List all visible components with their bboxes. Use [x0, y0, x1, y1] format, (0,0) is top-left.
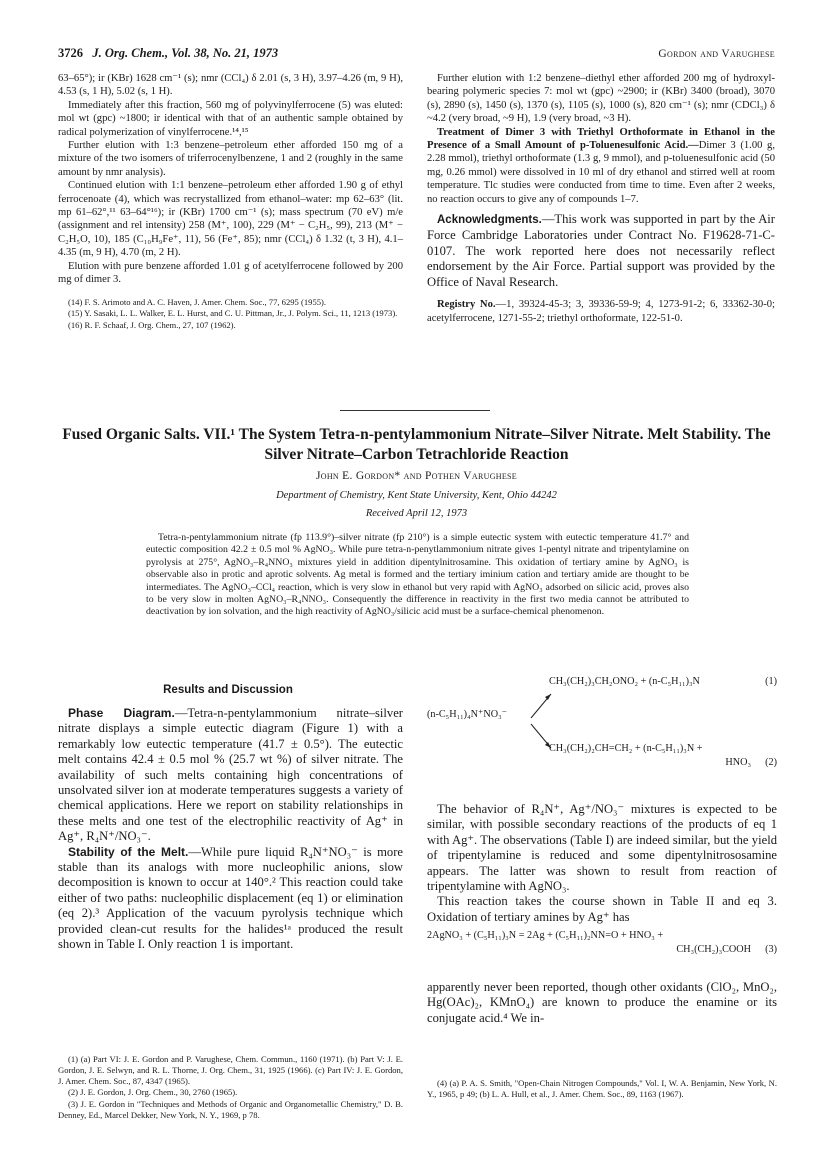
prev-article-left-column: [58, 72, 403, 332]
scheme-reactant: (n-C₅H₁₁)₄N⁺NO₃⁻: [427, 709, 508, 720]
paragraph-body: —While pure liquid R₄N⁺NO₃⁻ is more stable than its analogs with more nucleophilic anions, slow decomposition is known to occur at 140°.² This reaction could take either of two paths: nucleophilic displacement (eq 1) or elimination (eq 2).³ Application of the vacuum pyrolysis technique which provided clean-cut results for the halides¹ᵃ produced the result shown in Table I. Only reaction 1 is important.: [58, 844, 403, 952]
article-title: Fused Organic Salts. VII.¹ The System Tetra-n-pentylammonium Nitrate–Silver Nitrate. Melt Stability. The Silver Nitrate–Carbon Tetrachloride Reaction: [62, 426, 771, 463]
scheme-product-1: CH₃(CH₂)₃CH₂ONO₂ + (n-C₅H₁₁)₃N: [549, 676, 700, 687]
article-separator-rule: [340, 410, 490, 411]
footnote: (15) Y. Sasaki, L. L. Walker, E. L. Hurst, and C. U. Pittman, Jr., J. Polym. Sci., 11, 1213 (1973).: [68, 308, 398, 319]
journal-citation: J. Org. Chem., Vol. 38, No. 21, 1973: [92, 46, 279, 60]
footnotes: [58, 297, 403, 331]
footnote: (16) R. F. Schaaf, J. Org. Chem., 27, 107 (1962).: [68, 320, 236, 331]
equation-3-line-2: CH₃(CH₂)₃COOH: [676, 944, 751, 955]
prev-article-right-column: [427, 72, 775, 325]
footnote: (4) (a) P. A. S. Smith, "Open-Chain Nitrogen Compounds," Vol. I, W. A. Benjamin, New York, N. Y., 1965, p 49; (b) L. A. Hull, et al., J. Amer. Chem. Soc., 89, 1163 (1967).: [427, 1078, 777, 1099]
paragraph: [58, 706, 403, 845]
paragraph: Immediately after this fraction, 560 mg of polyvinylferrocene (5) was eluted: mol wt (gpc) ~1800; ir identical with that of an authentic sample obtained by radical polymerization of vinylferrocene.¹⁴,¹⁵: [58, 99, 403, 138]
paragraph: Further elution with 1:3 benzene–petroleum ether afforded 150 mg of a mixture of the two isomers of triferrocenylbenzene, 1 and 2 (roughly in the same amount by nmr analysis).: [58, 140, 403, 178]
equation-number-1: (1): [765, 676, 777, 687]
footnote: (1) (a) Part VI: J. E. Gordon and P. Varughese, Chem. Commun., 1160 (1971). (b) Part V: J. E. Gordon, J. E. Selwyn, and R. L. Thorne, J. Org. Chem., 31, 1925 (1966). (c) Part IV: J. E. Gordon, J. Amer. Chem. Soc., 87, 4347 (1965).: [58, 1054, 403, 1086]
running-head: Gordon and Varughese: [658, 48, 775, 60]
paragraph: apparently never been reported, though other oxidants (ClO₂, MnO₂, Hg(OAc)₂, KMnO₄) are known to produce the enamine or its conjugate acid.⁴ We in-: [427, 980, 777, 1025]
run-in-heading: Stability of the Melt.: [68, 844, 189, 859]
page-number: 3726: [58, 46, 83, 60]
footnote: (2) J. E. Gordon, J. Org. Chem., 30, 2760 (1965).: [68, 1087, 238, 1098]
paragraph: This reaction takes the course shown in Table II and eq 3. Oxidation of tertiary amines by Ag⁺ has: [427, 894, 777, 924]
received-date: Received April 12, 1973: [365, 508, 468, 519]
article-right-column: [427, 802, 777, 925]
acknowledgments-body: —This work was supported in part by the Air Force Cambridge Laboratories under Contract No. F19628-71-C-0107. The work reported here does not necessarily reflect endorsement by the Air Force. Partial support was provided by the Office of Naval Research.: [427, 212, 775, 289]
paragraph: 63–65°); ir (KBr) 1628 cm⁻¹ (s); nmr (CCl₄) δ 2.01 (s, 3 H), 3.97–4.26 (m, 9 H), 4.53 (s, 1 H), 5.02 (s, 1 H).: [58, 73, 403, 98]
scheme-product-2: CH₃(CH₂)₂CH=CH₂ + (n-C₅H₁₁)₃N +: [549, 743, 703, 754]
acknowledgments-heading: Acknowledgments.: [437, 214, 542, 227]
abstract-text: Tetra-n-pentylammonium nitrate (fp 113.9°)–silver nitrate (fp 210°) is a simple eutectic system with eutectic temperature 41.7° and eutectic composition 42.2 ± 0.5 mol % AgNO₃. While pure tetra-n-penytlammonium nitrate gives 1-pentyl nitrate and tripentylamine on pyrolysis at 275°, AgNO₃–R₄NNO₃ mixtures yield in addition dipentylnitrosamine. This oxidation of tertiary amine by AgNO₃ is observable also in protic and aprotic solvents. Ag metal is formed and the tertiary iminium cation and tertiary amide are thought to be intermediates. The AgNO₃–CCl₄ reaction, which is very slow in ethanol but very rapid with AgNO₃ adsorbed on silicic acid, proves also to be very slow in molten AgNO₃–R₄NNO₃. Consequently the difference in reactivity in the first two media cannot be attributed to deactivation by ion solvation, and the high reactivity of AgNO₃/silicic acid must be a surface-chemical phenomenon.: [146, 532, 689, 618]
equation-number-2: (2): [765, 757, 777, 768]
article-footnotes-right: [427, 1078, 777, 1101]
acknowledgments: [427, 212, 775, 290]
abstract: [146, 532, 689, 619]
paragraph: [427, 126, 775, 206]
paragraph: The behavior of R₄N⁺, Ag⁺/NO₃⁻ mixtures is expected to be similar, with possible secondary reactions of the products of eq 1 with Ag⁺. The observations (Table I) are indeed similar, but the yield of tripentylamine is reduced and some dipentylnitrososamine appears. The latter was shown to result from reaction of tripentylamine with AgNO₃.: [427, 802, 777, 894]
equation-3-line-1: 2AgNO₃ + (C₅H₁₁)₃N = 2Ag + (C₅H₁₁)₂NN=O + HNO₃ +: [427, 930, 664, 941]
section-heading: Results and Discussion: [163, 684, 293, 696]
arrowhead-up: [545, 694, 551, 700]
run-in-heading: Phase Diagram.: [68, 706, 175, 720]
run-in-heading: Treatment of Dimer 3 with Triethyl Orthoformate in Ethanol in the Presence of a Small Amount of p-Toluenesulfonic Acid.—: [427, 126, 775, 152]
equation-number-3: (3): [765, 944, 777, 955]
paragraph: Elution with pure benzene afforded 1.01 g of acetylferrocene followed by 200 mg of dimer 3.: [58, 260, 403, 286]
reaction-scheme: [427, 676, 777, 792]
equation-3: [427, 930, 777, 964]
footnote: (14) F. S. Arimoto and A. C. Haven, J. Amer. Chem. Soc., 77, 6295 (1955).: [68, 296, 327, 307]
paragraph: [58, 845, 403, 953]
scheme-product-2b: HNO₃: [725, 757, 751, 768]
page-header-left: [58, 46, 278, 61]
article-left-column: [58, 706, 403, 953]
paragraph: Further elution with 1:2 benzene–diethyl ether afforded 200 mg of hydroxyl-bearing polymeric species 7: mol wt (gpc) ~2900; ir (KBr) 3400 (broad), 3070 (s), 2890 (s), 1450 (s), 1370 (s), 1105 (s), 1000 (s), 820 cm⁻¹ (s); nmr (CDCl₃) δ ~4.2 (very broad, ~9 H), 1.9 (very broad, ~3 H).: [427, 73, 775, 125]
footnote: (3) J. E. Gordon in "Techniques and Methods of Organic and Organometallic Chemistry," D. B. Denney, Ed., Marcel Dekker, New York, N. Y., 1969, p 78.: [58, 1099, 403, 1120]
article-footnotes-left: [58, 1054, 403, 1122]
paragraph-body: Dimer 3 (1.00 g, 2.28 mmol), triethyl orthoformate (1.3 g, 9 mmol), and p-toluenesulfonic acid (50 mg, 0.26 mmol) were dissolved in 10 ml of dry ethanol and stirred well at room temperature. Tlc studies were conducted from time to time. Even after 2 weeks, no reaction occurs to give any of compounds 1–7.: [427, 140, 775, 205]
paragraph: Continued elution with 1:1 benzene–petroleum ether afforded 1.90 g of ethyl ferrocenoate (4), which was recrystallized from ethanol–water: mp 62–63° (lit. mp 61–62°,¹¹ 63–64°¹⁶); ir (KBr) 1700 cm⁻¹ (s); mass spectrum (70 eV) m/e (assignment and rel intensity) 258 (M⁺, 100), 229 (M⁺ − C₂H₅, 99), 213 (M⁺ − C₂H₅O, 10), 185 (C₁₀H₉Fe⁺, 11), 56 (Fe⁺, 85); nmr (CCl₄) δ 1.32 (t, 3 H), 4.1–4.35 (m, 9 H), 4.70 (m, 2 H).: [58, 180, 403, 259]
authors: John E. Gordon* and Pothen Varughese: [316, 470, 517, 482]
article-right-column-continued: [427, 980, 777, 1026]
registry-heading: Registry No.: [437, 299, 496, 311]
registry-body: —1, 39324-45-3; 3, 39336-59-9; 4, 1273-91-2; 6, 33362-30-0; acetylferrocene, 1271-55-2; triethyl orthoformate, 122-51-0.: [427, 299, 775, 324]
registry-numbers: [427, 298, 775, 325]
affiliation: Department of Chemistry, Kent State University, Kent, Ohio 44242: [276, 490, 557, 501]
paragraph-body: —Tetra-n-pentylammonium nitrate–silver nitrate displays a simple eutectic diagram (Figure 1) with a remarkably low eutectic temperature (41.7 ± 0.5°). The eutectic melt contains 42.4 ± 0.5 mol % (25.7 wt %) of silver nitrate. The availability of such melts containing high concentrations of unsolvated silver ion at moderate temperatures suggests a variety of chemical applications. Here we report on stability relationships in these melts and one test of the electrophilic reactivity of Ag⁺ in Ag⁺, R₄N⁺/NO₃⁻.: [58, 706, 404, 844]
